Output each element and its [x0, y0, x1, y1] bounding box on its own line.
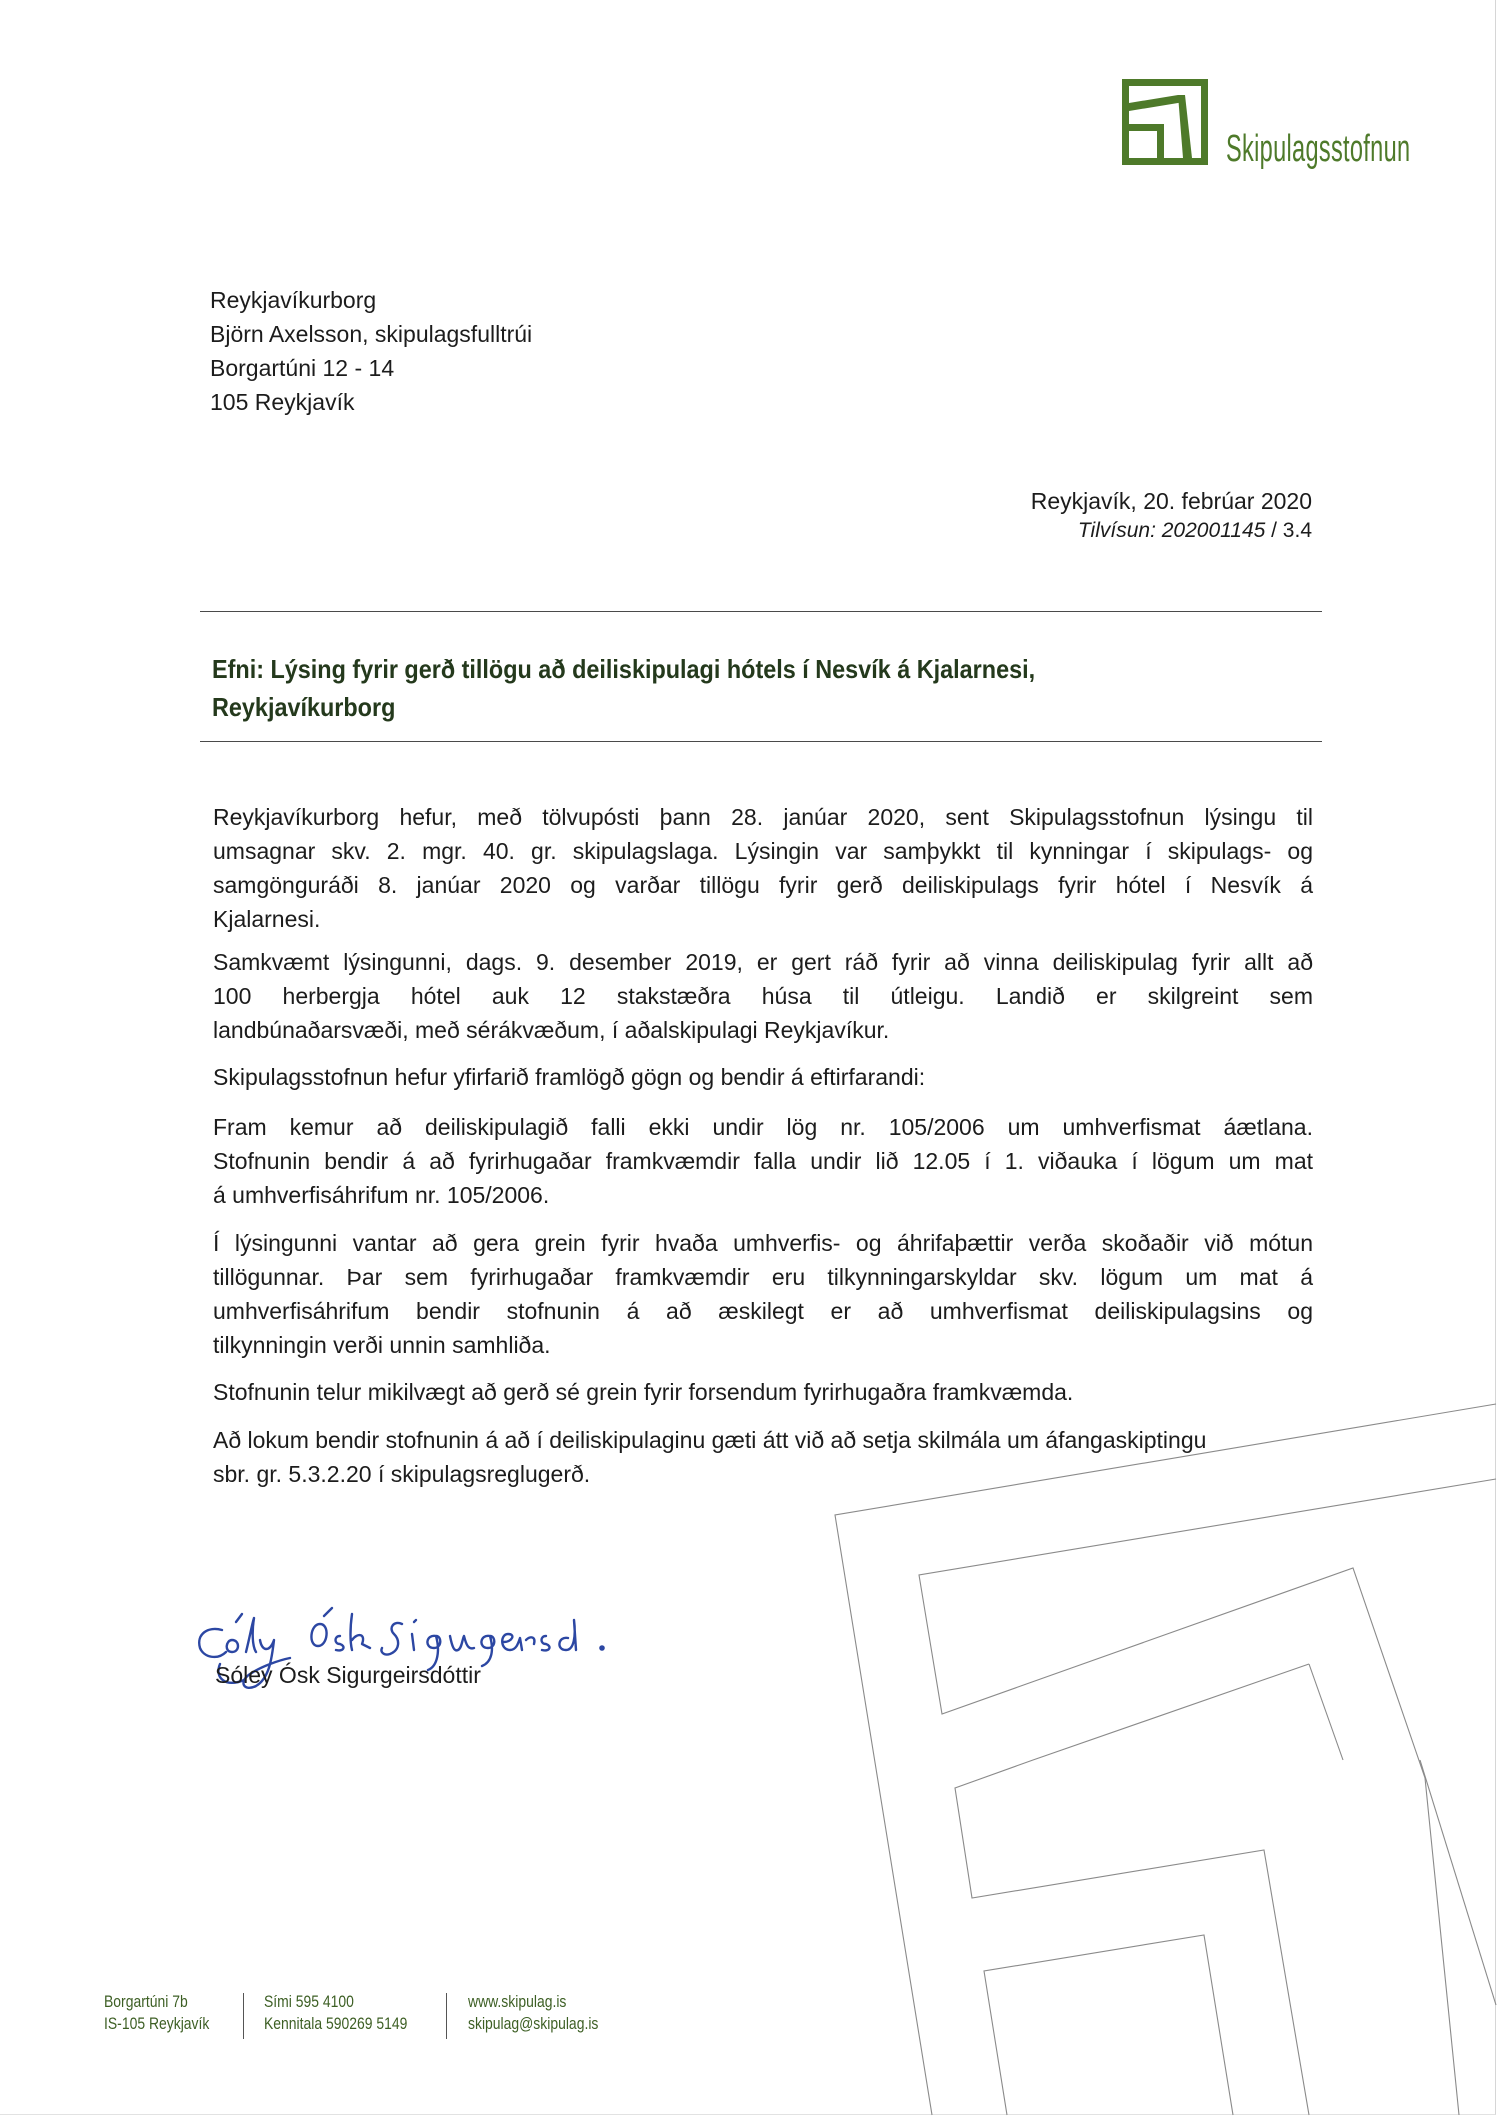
footer-divider: [446, 1993, 447, 2039]
footer-address: [104, 1991, 209, 2035]
footer-website-link[interactable]: www.skipulag.is: [468, 1992, 567, 2011]
text-line: Skipulagsstofnun hefur yfirfarið framlögð gögn og bendir á eftirfarandi:: [213, 1064, 926, 1090]
footer-web: [468, 1991, 598, 2035]
letter-footer: [0, 1991, 1500, 2041]
subject-heading: [212, 650, 1322, 726]
footer-email-link[interactable]: skipulag@skipulag.is: [468, 2014, 599, 2033]
recipient-line: 105 Reykjavík: [210, 389, 355, 415]
text-line: Kjalarnesi.: [213, 906, 321, 932]
text-line: landbúnaðarsvæði, með sérákvæðum, í aðalskipulagi Reykjavíkur.: [213, 1017, 890, 1043]
text-line: tillögunnar. Þar sem fyrirhugaðar framkvæmdir eru tilkynningarskyldar skv. lögum um mat á: [213, 1264, 1313, 1290]
footer-id-number: Kennitala 590269 5149: [264, 2014, 408, 2033]
recipient-line: Borgartúni 12 - 14: [210, 355, 395, 381]
paragraph-5: [213, 1226, 1313, 1362]
text-line: umsagnar skv. 2. mgr. 40. gr. skipulagslaga. Lýsingin var samþykkt til kynningar í skipulags- og: [213, 838, 1313, 864]
text-line: Að lokum bendir stofnunin á að í deiliskipulaginu gæti átt við að setja skilmála um áfangaskiptingu: [213, 1427, 1207, 1453]
paragraph-1: [213, 800, 1313, 936]
text-line: Stofnunin bendir á að fyrirhugaðar framkvæmdir falla undir lið 12.05 í 1. viðauka í lögum um mat: [213, 1148, 1313, 1174]
paragraph-6: [213, 1375, 1313, 1409]
recipient-line: Björn Axelsson, skipulagsfulltrúi: [210, 321, 533, 347]
footer-contact: [264, 1991, 407, 2035]
reference-label: Tilvísun: 202001145: [1077, 519, 1266, 542]
signer-name: Sóley Ósk Sigurgeirsdóttir: [215, 1662, 481, 1688]
paragraph-3: [213, 1060, 1313, 1094]
paragraph-4: [213, 1110, 1313, 1212]
text-line: umhverfisáhrifum bendir stofnunin á að æskilegt er að umhverfismat deiliskipulagsins og: [213, 1298, 1313, 1324]
letter-date: Reykjavík, 20. febrúar 2020: [1030, 488, 1312, 514]
text-line: Í lýsingunni vantar að gera grein fyrir hvaða umhverfis- og áhrifaþættir verða skoðaðir við mótun: [213, 1230, 1313, 1256]
text-line: á umhverfisáhrifum nr. 105/2006.: [213, 1182, 550, 1208]
subject-line: Efni: Lýsing fyrir gerð tillögu að deiliskipulagi hótels í Nesvík á Kjalarnesi,: [212, 654, 1036, 684]
subject-rule-bottom: [200, 741, 1322, 742]
text-line: Samkvæmt lýsingunni, dags. 9. desember 2019, er gert ráð fyrir að vinna deiliskipulag fyrir allt að: [213, 949, 1313, 975]
recipient-address: [210, 283, 532, 419]
text-line: 100 herbergja hótel auk 12 stakstæðra húsa til útleigu. Landið er skilgreint sem: [213, 983, 1313, 1009]
reference-suffix: / 3.4: [1265, 519, 1312, 542]
text-line: tilkynningin verði unnin samhliða.: [213, 1332, 551, 1358]
footer-phone: Sími 595 4100: [264, 1992, 354, 2011]
text-line: Fram kemur að deiliskipulagið falli ekki undir lög nr. 105/2006 um umhverfismat áætlana.: [213, 1114, 1313, 1140]
text-line: sbr. gr. 5.3.2.20 í skipulagsreglugerð.: [213, 1461, 591, 1487]
text-line: Stofnunin telur mikilvægt að gerð sé grein fyrir forsendum fyrirhugaðra framkvæmda.: [213, 1379, 1074, 1405]
footer-address-city: IS-105 Reykjavík: [104, 2014, 210, 2033]
text-line: Reykjavíkurborg hefur, með tölvupósti þann 28. janúar 2020, sent Skipulagsstofnun lýsingu til: [213, 804, 1313, 830]
recipient-line: Reykjavíkurborg: [210, 287, 377, 313]
skipulagsstofnun-logo-icon: [1122, 79, 1208, 165]
reference-number: [1031, 517, 1312, 545]
subject-rule-top: [200, 611, 1322, 612]
footer-divider: [243, 1993, 244, 2039]
paragraph-2: [213, 945, 1313, 1047]
dateline: [1031, 485, 1312, 545]
footer-address-street: Borgartúni 7b: [104, 1992, 188, 2011]
org-name: Skipulagsstofnun: [1226, 128, 1411, 170]
text-line: samgönguráði 8. janúar 2020 og varðar tillögu fyrir gerð deiliskipulags fyrir hótel í Nesvík á: [213, 872, 1313, 898]
subject-line: Reykjavíkurborg: [212, 692, 396, 722]
paragraph-7: [213, 1423, 1313, 1491]
